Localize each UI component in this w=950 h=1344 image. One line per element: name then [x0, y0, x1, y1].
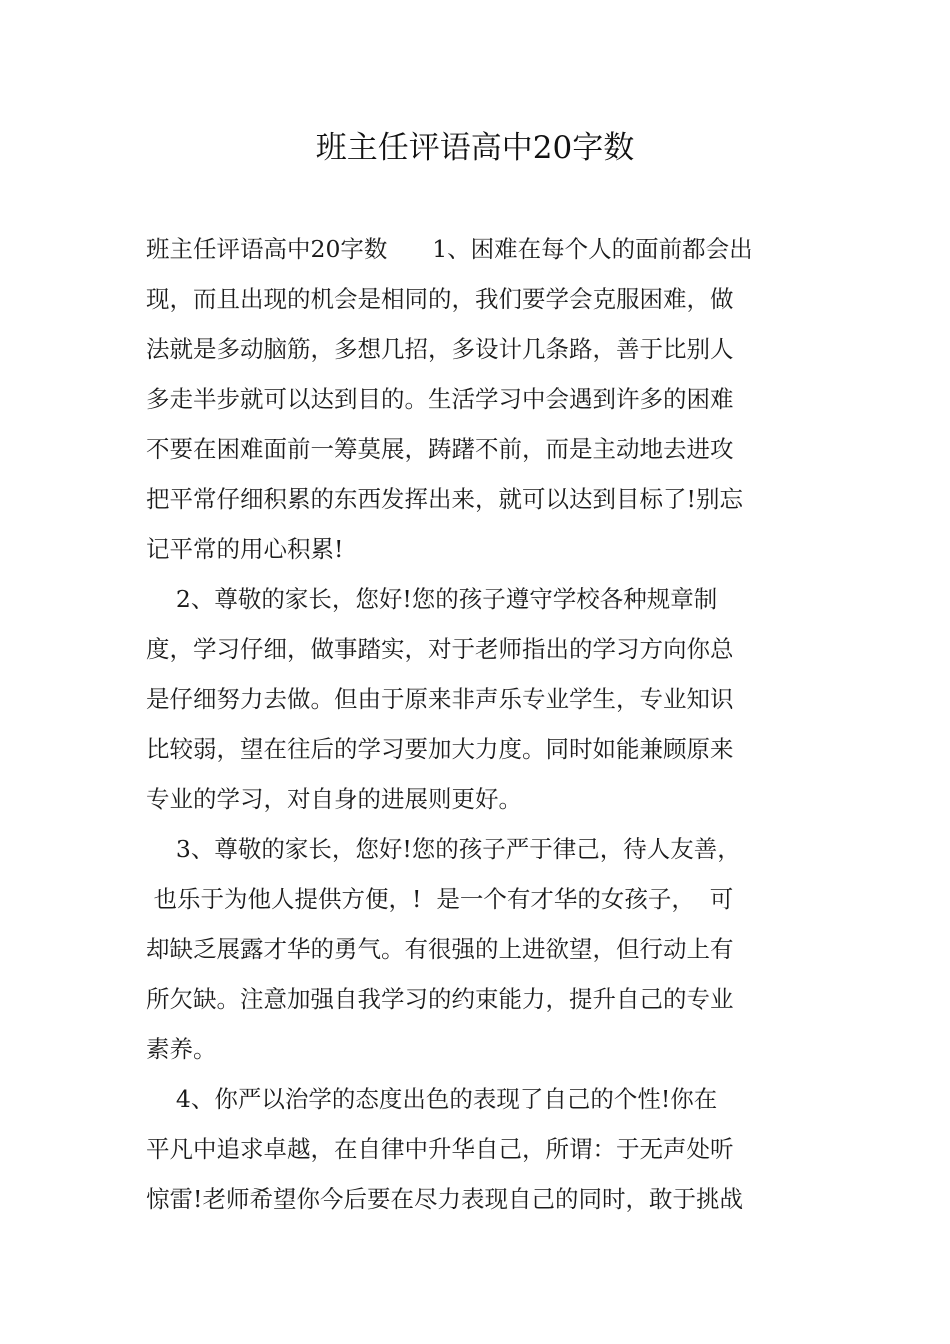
text-line: 素养。 — [146, 1035, 217, 1063]
text-line: 也乐于为他人提供方便，! 是一个有才华的女孩子， 可 — [146, 885, 734, 913]
text-line: 2、尊敬的家长，您好!您的孩子遵守学校各种规章制 — [146, 585, 718, 613]
text-line: 惊雷!老师希望你今后要在尽力表现自己的同时，敢于挑战 — [146, 1185, 743, 1213]
text-line: 平凡中追求卓越，在自律中升华自己，所谓：于无声处听 — [146, 1135, 734, 1163]
text-line: 现，而且出现的机会是相同的，我们要学会克服困难，做 — [146, 285, 734, 313]
text-line: 3、尊敬的家长，您好!您的孩子严于律己，待人友善， — [146, 835, 741, 863]
document-title: 班主任评语高中20字数 — [315, 130, 635, 166]
text-line: 把平常仔细积累的东西发挥出来，就可以达到目标了!别忘 — [146, 485, 743, 513]
text-line: 度，学习仔细，做事踏实，对于老师指出的学习方向你总 — [146, 635, 734, 663]
text-line: 法就是多动脑筋，多想几招，多设计几条路，善于比别人 — [146, 335, 734, 363]
text-line: 记平常的用心积累! — [146, 535, 344, 563]
text-line: 4、你严以治学的态度出色的表现了自己的个性!你在 — [146, 1085, 718, 1113]
text-line: 专业的学习，对自身的进展则更好。 — [146, 785, 522, 813]
text-line: 所欠缺。注意加强自我学习的约束能力，提升自己的专业 — [146, 985, 734, 1013]
text-line: 比较弱，望在往后的学习要加大力度。同时如能兼顾原来 — [146, 735, 734, 763]
text-line: 却缺乏展露才华的勇气。有很强的上进欲望，但行动上有 — [146, 935, 734, 963]
text-line: 班主任评语高中20字数 1、困难在每个人的面前都会出 — [146, 235, 753, 263]
text-line: 是仔细努力去做。但由于原来非声乐专业学生，专业知识 — [146, 685, 734, 713]
text-line: 不要在困难面前一筹莫展，踌躇不前，而是主动地去进攻 — [146, 435, 734, 463]
text-line: 多走半步就可以达到目的。生活学习中会遇到许多的困难 — [146, 385, 734, 413]
